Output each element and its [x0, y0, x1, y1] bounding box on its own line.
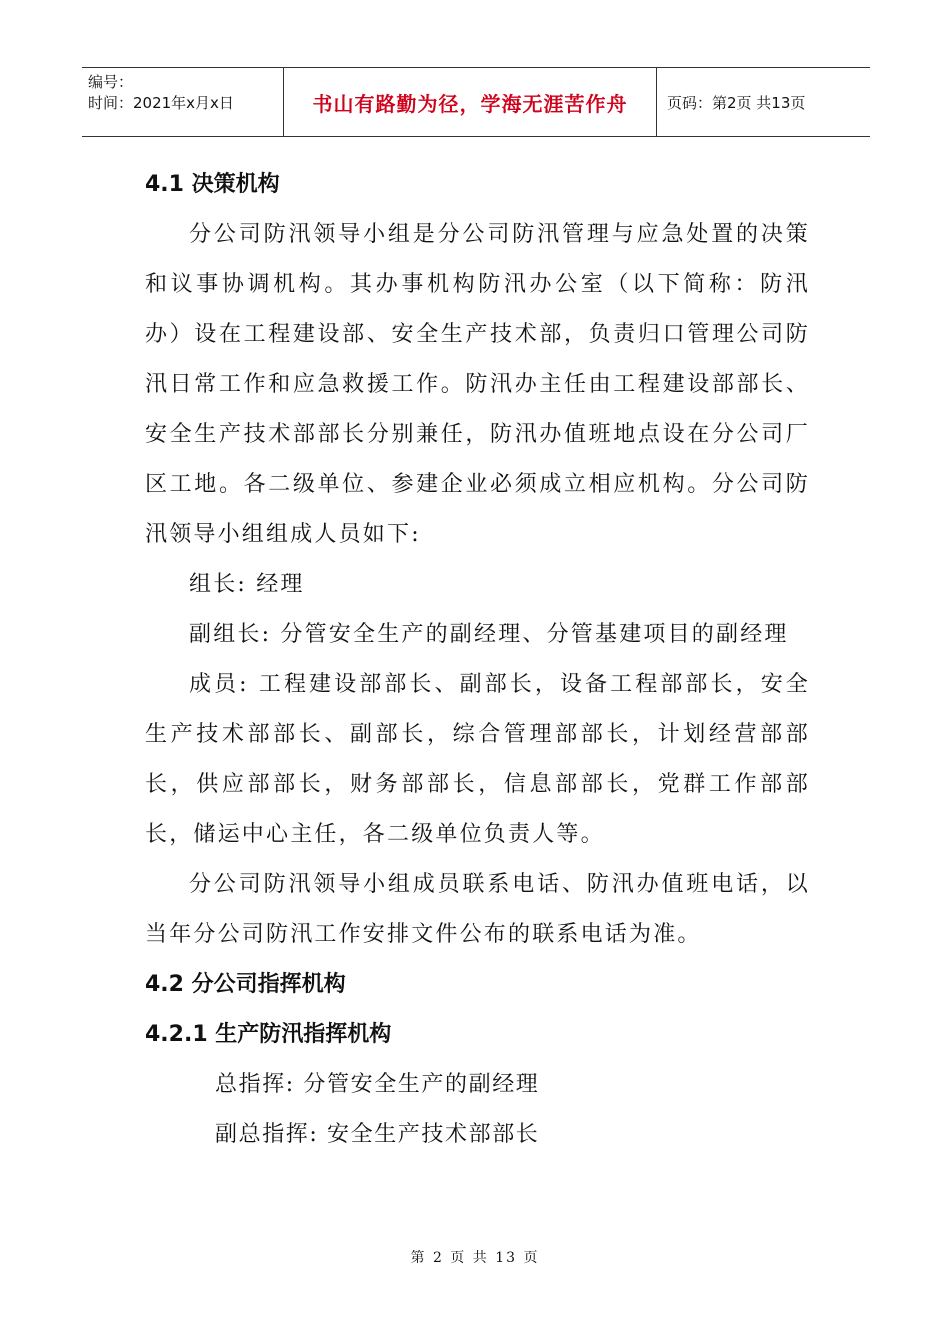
paragraph-decision-body: 分公司防汛领导小组是分公司防汛管理与应急处置的决策和议事协调机构。其办事机构防汛办公室（以下简称：防汛办）设在工程建设部、安全生产技术部，负责归口管理公司防汛日常工作和应急救援工作。防汛办主任由工程建设部部长、安全生产技术部部长分别兼任，防汛办值班地点设在分公司厂区工地。各二级单位、参建企业必须成立相应机构。分公司防汛领导小组组成人员如下: — [145, 222, 810, 547]
header-time-label: 时间：2021年x月x日 — [88, 94, 234, 112]
paragraph-leader: 组长: 经理 — [189, 572, 305, 597]
paragraph-members: 成员: 工程建设部部长、副部长，设备工程部部长，安全生产技术部部长、副部长，综合管理部部长，计划经营部部长，供应部部长，财务部部长，信息部部长，党群工作部部长，储运中心主任，各二级单位负责人等。 — [145, 672, 810, 847]
header-motto-cell — [283, 68, 657, 136]
paragraph-deputy-commander: 副总指挥: 安全生产技术部部长 — [215, 1122, 540, 1147]
paragraph-contact-phones: 分公司防汛领导小组成员联系电话、防汛办值班电话，以当年分公司防汛工作安排文件公布的联系电话为准。 — [145, 872, 810, 947]
page-header — [82, 67, 870, 137]
document-body — [145, 160, 810, 1160]
section-heading-4-1: 4.1 决策机构 — [145, 172, 280, 197]
paragraph-commander: 总指挥: 分管安全生产的副经理 — [215, 1072, 540, 1097]
header-motto: 书山有路勤为径，学海无涯苦作舟 — [312, 91, 628, 116]
header-number-label: 编号： — [88, 73, 134, 91]
header-meta — [82, 68, 283, 136]
section-heading-4-2-1: 4.2.1 生产防汛指挥机构 — [145, 1022, 392, 1047]
section-heading-4-2: 4.2 分公司指挥机构 — [145, 972, 346, 997]
paragraph-deputy-leader: 副组长: 分管安全生产的副经理、分管基建项目的副经理 — [189, 622, 789, 647]
header-page-code: 页码：第2页 共13页 — [667, 93, 806, 112]
page-footer: 第 2 页 共 13 页 — [410, 1250, 540, 1266]
